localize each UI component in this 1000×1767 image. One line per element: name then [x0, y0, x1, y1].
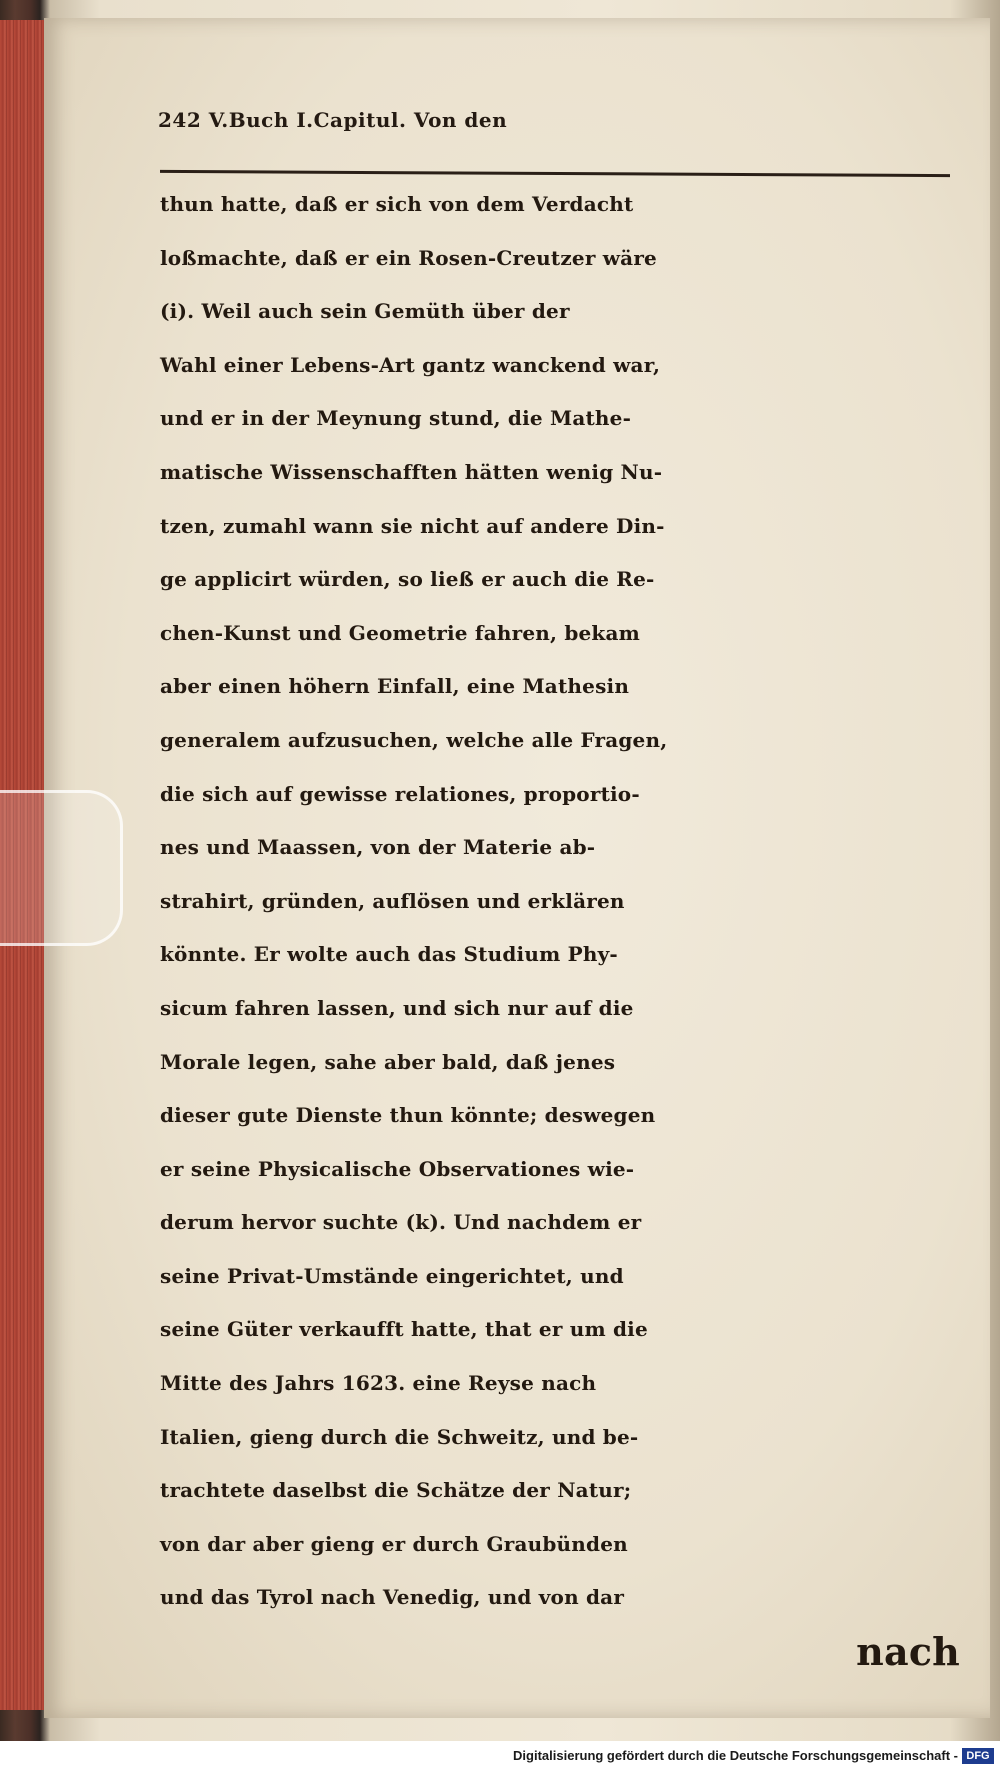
text-line: derum hervor suchte (k). Und nachdem er [160, 1210, 642, 1235]
text-line: Morale legen, sahe aber bald, daß jenes [160, 1049, 616, 1074]
text-line: und er in der Meynung stund, die Mathe- [160, 406, 632, 431]
text-line: Italien, gieng durch die Schweitz, und be- [160, 1424, 639, 1449]
text-line: könnte. Er wolte auch das Studium Phy- [160, 942, 618, 967]
text-line: die sich auf gewisse relationes, proportio- [160, 781, 640, 806]
text-line: matische Wissenschafften hätten wenig Nu- [160, 459, 663, 484]
running-head: 242 V.Buch I.Capitul. Von den [158, 108, 508, 132]
text-line: nes und Maassen, von der Materie ab- [160, 835, 596, 860]
text-line: (i). Weil auch sein Gemüth über der [160, 299, 570, 324]
catchword: nach [856, 1629, 960, 1675]
text-line: tzen, zumahl wann sie nicht auf andere Din- [160, 513, 665, 538]
dfg-logo: DFG [962, 1748, 994, 1764]
footer-credit: Digitalisierung gefördert durch die Deutsche Forschungsgemeinschaft - [513, 1748, 958, 1763]
text-line: chen-Kunst und Geometrie fahren, bekam [160, 620, 641, 645]
text-line: aber einen höhern Einfall, eine Mathesin [160, 674, 630, 699]
text-line: seine Privat-Umstände eingerichtet, und [160, 1263, 624, 1288]
text-line: sicum fahren lassen, und sich nur auf die [160, 995, 634, 1020]
text-line: generalem aufzusuchen, welche alle Fragen, [160, 727, 668, 752]
text-line: thun hatte, daß er sich von dem Verdacht [160, 192, 634, 216]
body-text [160, 178, 960, 1679]
text-line: dieser gute Dienste thun könnte; deswegen [160, 1103, 656, 1128]
text-line: ge applicirt würden, so ließ er auch die Re- [160, 567, 655, 592]
text-line: trachtete daselbst die Schätze der Natur; [160, 1478, 632, 1503]
text-line: seine Güter verkaufft hatte, that er um die [160, 1317, 648, 1342]
text-line: strahirt, gründen, auflösen und erklären [160, 888, 625, 913]
page-clip [0, 790, 123, 946]
text-line: von dar aber gieng er durch Graubünden [160, 1531, 628, 1556]
text-line: Mitte des Jahrs 1623. eine Reyse nach [160, 1371, 597, 1396]
text-line: loßmachte, daß er ein Rosen-Creutzer wäre [160, 245, 657, 270]
text-line: Wahl einer Lebens-Art gantz wanckend war, [160, 352, 661, 377]
text-line: und das Tyrol nach Venedig, und von dar [160, 1585, 625, 1610]
text-line: er seine Physicalische Observationes wie- [160, 1156, 635, 1181]
